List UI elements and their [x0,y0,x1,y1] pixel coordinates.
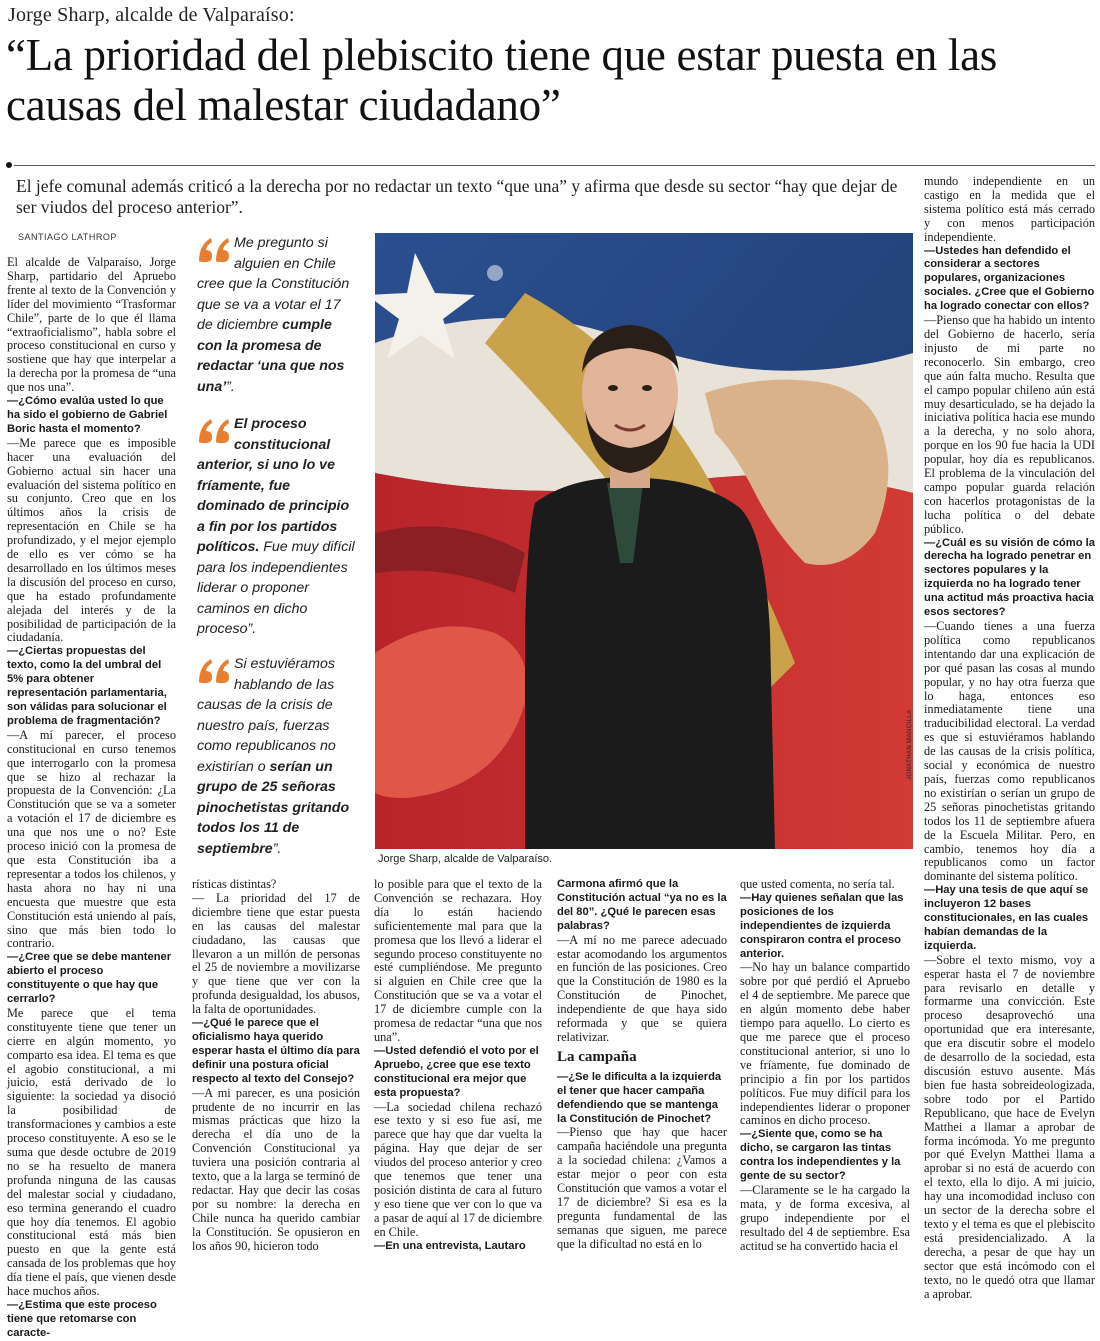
body-paragraph: —La sociedad chilena rechazó ese texto y si eso fue así, me parece que hay que dar vuelta la página. Hay que dejar de ser viudos del proceso anterior y creo que tenemos que tener una posición distinta de cara al futuro y eso tiene que ver con lo que va a pasar de aquí al 17 de diciembre en Chile. [374,1099,542,1239]
pullquote-1-bold: cumple con la promesa de redactar ‘una que nos una’ [197,317,345,395]
body-paragraph: Me parece que el tema constituyente tiene que tener un cierre en algún momento, yo comparto esa idea. El tema es que el agobio constitucional, a mi juicio, está derivado de lo siguiente: la sociedad ya disoció la posibilidad de transformaciones y cambios a este proceso constituyente. A eso se le suma que desde octubre de 2019 no se ha resuelto de manera profunda ninguna de las causas del malestar social y ciudadano, eso termina generando el cuadro que hoy día tenemos. El agobio constitucional está más bien puesto en que la gente está cansada de los problemas que hoy día tiene el país, que vienen desde hace muchos años. [7,1005,176,1299]
interview-question: —¿Cuál es su visión de cómo la derecha ha logrado penetrar en sectores populares y la izquierda no ha logrado tener una actitud más proactiva hacia esos sectores? [924,536,1095,619]
photo-caption: Jorge Sharp, alcalde de Valparaíso. [378,853,553,865]
pullquote-1-end: ”. [226,378,235,395]
column-5 [740,878,910,1253]
section-subhead: La campaña [557,1048,637,1065]
interview-question: Carmona afirmó que la Constitución actual “ya no es la del 80”. ¿Qué le parecen esas palabras? [557,878,727,932]
interview-question: —¿Cómo evalúa usted lo que ha sido el gobierno de Gabriel Boric hasta el momento? [7,395,168,435]
body-paragraph: —A mi parecer, es una posición prudente de no incurrir en las mismas prácticas que hizo la derecha el día uno de la Convención Constitucional ya tuviera una posición contraria al texto, que a la larga se terminó de redactar. Hay que decir las cosas por su nombre: la derecha en Chile nunca ha querido cambiar la Constitución. Se opusieron en los años 90, hicieron todo [192,1085,360,1253]
pullquote-1 [197,233,355,397]
body-paragraph: —Sobre el texto mismo, voy a esperar hasta el 7 de noviembre para revisarlo en detalle y formarme una convicción. Este proceso desaprovechó una oportunidad que era interesante, que era discutir sobre el modelo de desarrollo de la sociedad, esta discusión estuvo ausente. Más bien fue hasta sobreideologizada, sobre todo por el Partido Republicano, que hace de Evelyn Matthei a llamar a aprobar de forma incómoda. Yo me pregunto por qué Evelyn Matthei llama a aprobar si no está de acuerdo con el texto, ella lo dijo. A mi juicio, hay una incomodidad incluso con un sector de la derecha sobre el texto y el tema es que el plebiscito está presidencializado. A la derecha, a pesar de que hay un sector que está incómodo con el texto, no le quedó otra que llamar a aprobar. [924,952,1095,1301]
pullquote-3 [197,654,355,859]
body-paragraph: —No hay un balance compartido sobre por qué perdió el Apruebo el 4 de septiembre. Me parece que en algún momento debe haber tiempo para aquello. Lo cierto es que me parece que el proceso constitucional anterior, si uno lo ve fríamente, fue dominado de principio a fin por los partidos políticos. Fue muy difícil para los independientes liderar o proponer caminos en dicho proceso. [740,960,910,1128]
body-paragraph: — La prioridad del 17 de diciembre tiene que estar puesta en las causas del malestar ciudadano, las causas que llevaron a un millón de personas el 25 de noviembre a movilizarse y que tiene que ver con la profunda desigualdad, los abusos, la falta de oportunidades. [192,890,360,1017]
body-paragraph: rísticas distintas? [192,877,277,891]
body-paragraph: lo posible para que el texto de la Convención se rechazara. Hoy día lo están haciendo suficientemente mal para que la promesa que los llevó a liderar el segundo proceso constituyente no esté cumpliéndose. Me pregunto si alguien en Chile cree que la Constitución que se va a votar el 17 de diciembre cumple con la promesa de redactar “una que nos una”. [374,877,542,1044]
interview-question: —En una entrevista, Lautaro [374,1239,526,1252]
bullet-dot [6,162,12,168]
interview-question: —¿Ciertas propuestas del texto, como la del umbral del 5% para obtener representación parlamentaria, son válidas para solucionar el problema de fragmentación? [7,645,167,727]
interview-question: —¿Siente que, como se ha dicho, se cargaron las tintas contra los independientes y la gente de su sector? [740,1128,901,1183]
pullquote-1-text: Me pregunto si alguien en Chile cree que la Constitución que se va a votar el 17 de diciembre [197,235,350,333]
interview-question: —¿Se le dificulta a la izquierda el tener que hacer campaña defendiendo que se mantenga la Constitución de Pinochet? [557,1070,722,1125]
body-paragraph: —A mí parecer, el proceso constitucional en curso tenemos que interrogarlo con la promesa que se hizo al rechazar la propuesta de la Convención: ¿La Constitución que se va a someter a votación el 17 de diciembre es una que nos une o no? Este proceso inició con la promesa de que esta Constitución iba a representar a todos los chilenos, y hasta ahora no hay ni una encuesta que muestre que esta Constitución está uniendo al país, sino que más bien todo lo contrario. [7,727,176,951]
body-paragraph: —Pienso que hay que hacer campaña haciéndole una pregunta a la sociedad chilena: ¿Vamos a estar mejor o peor con esta Constitución que vamos a votar el 17 de diciembre? Si esa es la pregunta fundamental de las semanas que siguen, me parece que la dificultad no está en lo [557,1125,727,1251]
interview-question: —¿Estima que este proceso tiene que retomarse con caracte- [7,1298,157,1339]
interview-question: —Usted defendió el voto por el Apruebo, ¿cree que ese texto constitucional era mejor que esta propuesta? [374,1044,539,1099]
pullquote-3-bold: serían un grupo de 25 señoras pinochetistas gritando todos los 11 de septiembre [197,758,350,857]
headline: “La prioridad del plebiscito tiene que estar puesta en las causas del malestar ciudadano” [6,30,997,130]
column-4 [557,878,727,1252]
byline: SANTIAGO LATHROP [18,232,117,242]
pullquote-2-end: Fue muy difícil para los independientes liderar o proponer caminos en dicho proceso”. [197,539,355,637]
interview-question: —Ustedes han defendido el considerar a sectores populares, organizaciones sociales. ¿Cree que el Gobierno ha logrado conectar con ellos? [924,244,1095,313]
body-paragraph: —Pienso que ha habido un intento del Gobierno de hacerlo, sería injusto de mi parte no reconocerlo. Sin embargo, creo que aún falta mucho. Resulta que el campo popular chileno aún está muy desarticulado, se ha dejado la iniciativa política hacia ese mundo a la derecha, y no solo ahora, porque en los 90 fue hacia la UDI popular, hoy día es republicanos. El problema de la vinculación del campo popular guarda relación con hacerlos protagonistas de la lucha política o del debate público. [924,313,1095,536]
interview-question: —¿Cree que se debe mantener abierto el proceso constituyente o que hay que cerrarlo? [7,951,172,1006]
body-paragraph: —Cuando tienes a una fuerza política como republicanos intentando dar una explicación de por qué pasan las cosas al mundo popular, y no hay otra fuerza que lo haga, entonces eso inmediatamente tiene una traducibilidad electoral. La verdad es que si estuviéramos hablando de las causas de la crisis política, social y económica de nuestro país, fuerzas como republicanos no existirían o serían un grupo de 25 señoras pinochetistas gritando todos los 11 de septiembre afuera de la Escuela Militar. Pero, en cambio, tenemos hoy día a republicanos como un factor dominante del sistema político. [924,619,1095,884]
photo-credit: JONATHAN MANCILLA [907,709,913,780]
divider [14,165,1095,166]
pullquote-3-text: Si estuviéramos hablando de las causas de la crisis de nuestro país, fuerzas como republicanos no existirían o [197,656,336,775]
body-paragraph: —Me parece que es imposible hacer una evaluación del Gobierno actual sin hacer una evaluación del sistema político en su conjunto. Creo que en los últimos años la crisis de representación en Chile se ha profundizado, y el mejor ejemplo de ello es ver cómo se ha desarrollado en los últimos meses la discusión del proceso en curso, que ha estado profundamente alejada del interés y de la posibilidad de participación de la ciudadanía. [7,435,176,645]
body-paragraph: —A mí no me parece adecuado estar acomodando los argumentos en función de las posiciones. Creo que la Constitución de 1980 es la Constitución de Pinochet, independiente de que haya sido reformada y que se quiera relativizar. [557,932,727,1044]
kicker: Jorge Sharp, alcalde de Valparaíso: [8,4,295,26]
pullquote-2-bold: El proceso constitucional anterior, si uno lo ve fríamente, fue dominado de principio a fin por los partidos políticos. [197,416,350,555]
pullquote-3-end: ”. [272,840,282,857]
body-paragraph: que usted comenta, no sería tal. [740,877,895,891]
body-paragraph: El alcalde de Valparaíso, Jorge Sharp, partidario del Apruebo frente al texto de la Convención y líder del movimiento “Trasformar Chile”, parte de lo que él llama “extraoficialismo”, habla sobre el proceso constitucional en curso y sostiene que hay que interpelar a la derecha por la promesa de “una que nos una”. [7,255,176,395]
quote-mark-icon [197,656,231,684]
interview-question: —Hay una tesis de que aquí se incluyeron 12 bases constitucionales, en las cuales habían demandas de la izquierda. [924,884,1089,952]
body-paragraph: —Claramente se le ha cargado la mata, y de forma excesiva, al grupo independiente por el resultado del 4 de septiembre. Esa actitud se ha convertido hacia el [740,1182,910,1253]
deck: El jefe comunal además criticó a la derecha por no redactar un texto “que una” y afirma que desde su sector “hay que dejar de ser viudos del proceso anterior”. [16,176,898,217]
pullquote-2 [197,414,355,640]
column-6 [924,175,1095,1301]
interview-question: —¿Qué le parece que el oficialismo haya querido esperar hasta el último día para definir una postura oficial respecto al texto del Consejo? [192,1017,360,1085]
column-2 [192,878,360,1253]
portrait-photo [375,233,913,849]
body-paragraph: mundo independiente en un castigo en la medida que el sistema político está más cerrado y con menos participación independiente. [924,174,1095,244]
mural-illustration [375,233,913,849]
quote-mark-icon [197,416,231,444]
column-3 [374,878,542,1253]
column-1 [7,256,176,1341]
interview-question: —Hay quienes señalan que las posiciones de los independientes de izquierda conspiraron contra el proceso anterior. [740,891,904,960]
quote-mark-icon [197,235,231,263]
